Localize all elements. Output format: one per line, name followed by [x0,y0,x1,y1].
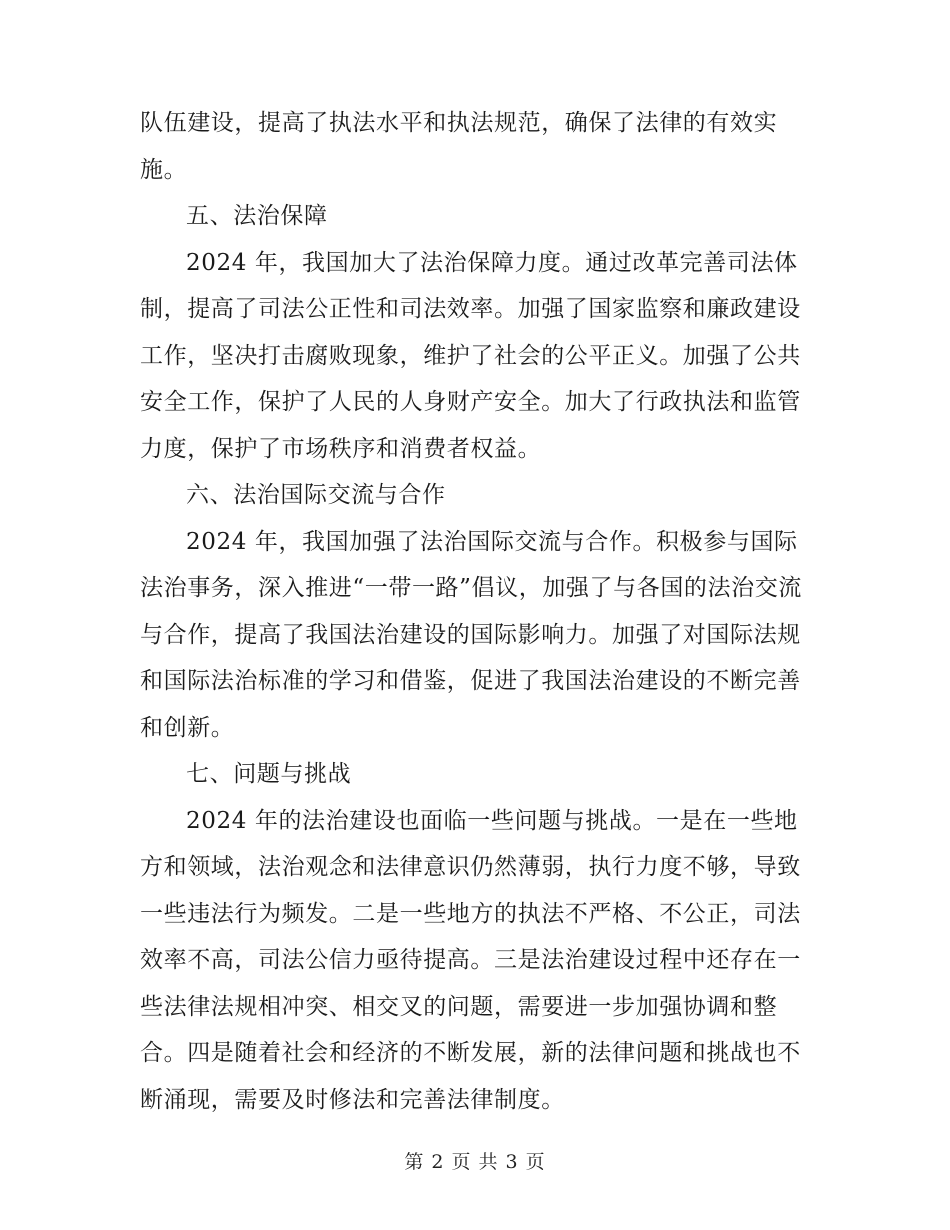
section-heading-five: 五、法治保障 [186,203,328,229]
paragraph-legal-guarantee: 2024 年，我国加大了法治保障力度。通过改革完善司法体制，提高了司法公正性和司法效率。加强了国家监察和廉政建设工作，坚决打击腐败现象，维护了社会的公平正义。加强了公共安全工作，保护了人民的人身财产安全。加大了行政执法和监管力度，保护了市场秩序和消费者权益。 [140,249,801,462]
continuation-paragraph: 队伍建设，提高了执法水平和执法规范，确保了法律的有效实施。 [140,110,778,183]
document-body [140,100,806,1123]
page-number-footer: 第 2 页 共 3 页 [404,1151,546,1173]
paragraph-problems-challenges: 2024 年的法治建设也面临一些问题与挑战。一是在一些地方和领域，法治观念和法律意识仍然薄弱，执行力度不够，导致一些违法行为频发。二是一些地方的执法不严格、不公正，司法效率不高，司法公信力亟待提高。三是法治建设过程中还存在一些法律法规相冲突、相交叉的问题，需要进一步加强协调和整合。四是随着社会和经济的不断发展，新的法律问题和挑战也不断涌现，需要及时修法和完善法律制度。 [140,807,801,1113]
section-heading-seven: 七、问题与挑战 [186,761,352,787]
paragraph-international-cooperation: 2024 年，我国加强了法治国际交流与合作。积极参与国际法治事务，深入推进“一带一路”倡议，加强了与各国的法治交流与合作，提高了我国法治建设的国际影响力。加强了对国际法规和国际法治标准的学习和借鉴，促进了我国法治建设的不断完善和创新。 [140,528,802,741]
section-heading-six: 六、法治国际交流与合作 [186,482,446,508]
